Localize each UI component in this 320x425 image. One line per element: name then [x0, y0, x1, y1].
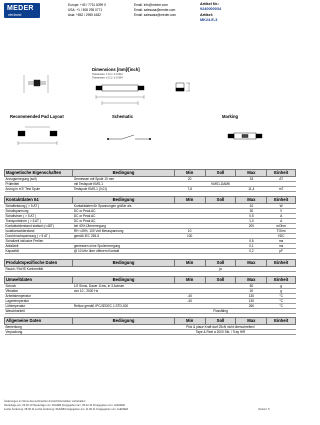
row-cond: bei 40% Übererregung: [73, 223, 174, 228]
row-label: Verpackung: [5, 329, 73, 334]
row-label: Schaltleistung ( > 5 AT ): [5, 203, 73, 208]
pad-layout-label: Recommended Pad Layout: [10, 114, 64, 119]
row-unit: VDC: [267, 233, 296, 238]
col-max: Max: [236, 197, 267, 204]
footer-modified: Letzte Änderung: 08.06.11 Letzte Änderung: RHUEB Freigegeben am: 11.06.11 Freigegeben von: LHEISER: [4, 407, 129, 411]
section-title: Kontaktdaten 04: [5, 197, 73, 204]
row-unit: A: [267, 213, 296, 218]
table-row: [5, 329, 296, 334]
dimensions-note-1: Tolerances: ± 0.1 / ± 0.004: [92, 73, 123, 76]
article-label: Artikel:: [200, 12, 214, 17]
row-soll: ja: [205, 266, 236, 271]
row-min: [174, 248, 205, 253]
row-cond: Kontaktdaten für Spannungen größer als: [73, 203, 174, 208]
col-min: Min: [174, 170, 205, 177]
row-min: 10: [174, 228, 205, 233]
row-unit: °C: [267, 293, 296, 298]
row-unit: [267, 329, 296, 334]
row-max: 20: [236, 288, 267, 293]
row-max: 260: [236, 303, 267, 308]
section-title: Magnetische Eigenschaften: [5, 170, 73, 177]
row-max: 10: [236, 203, 267, 208]
environmental-data-table: [4, 276, 296, 314]
row-label: Vibration: [5, 288, 73, 293]
row-label: Prüfmittel: [5, 181, 73, 186]
col-max: Max: [236, 260, 267, 267]
row-label: Isolationswiderstand: [5, 228, 73, 233]
row-cond: DC or Peak AC: [73, 208, 174, 213]
col-soll: Soll: [205, 197, 236, 204]
product-specific-table: [4, 259, 296, 272]
row-max: [236, 308, 267, 313]
col-unit: Einheit: [267, 260, 296, 267]
row-unit: AT: [267, 176, 296, 181]
magnetic-properties-table: [4, 169, 296, 192]
row-max: 130: [236, 293, 267, 298]
row-label: Löttemperatur: [5, 303, 73, 308]
row-unit: pF: [267, 248, 296, 253]
col-max: Max: [236, 170, 267, 177]
row-cond: [73, 329, 174, 334]
row-label: Kontaktwiderstand statisch (<48T): [5, 223, 73, 228]
row-soll: [205, 186, 236, 191]
row-cond: Gemessen mit Spule 10 mm: [73, 176, 174, 181]
col-unit: Einheit: [267, 277, 296, 284]
contact-data-table: [4, 196, 296, 254]
row-max: 200: [236, 223, 267, 228]
row-unit: A: [267, 218, 296, 223]
email-info: Email: info@meder.com: [134, 3, 168, 7]
col-soll: Soll: [205, 318, 236, 325]
row-label: Waschbarkeit: [5, 308, 73, 313]
row-max: 0,5: [236, 238, 267, 243]
row-cond: Testspule KMS-1 (0,01): [73, 186, 174, 191]
row-max: 130: [236, 298, 267, 303]
row-soll: KMS1-DAM5: [205, 181, 236, 186]
row-label: Anzug in mT/ Test Spule: [5, 186, 73, 191]
article-number-label: Artikel Nr.:: [200, 2, 220, 6]
schematic-label: Schematic: [112, 114, 133, 119]
row-unit: ms: [267, 238, 296, 243]
section-title: Allgemeine Daten: [5, 318, 73, 325]
row-soll: Pick & place Kraft darf 25cN nicht überschreiten!: [174, 324, 267, 329]
col-unit: Einheit: [267, 197, 296, 204]
table-row: [5, 248, 296, 253]
col-condition: Bedingung: [73, 170, 174, 177]
row-min: 20: [174, 176, 205, 181]
col-max: Max: [236, 318, 267, 325]
row-label: Rauch / RoHS Konformität: [5, 266, 73, 271]
row-min: [174, 266, 205, 271]
meder-logo: [4, 3, 40, 18]
article-info: [200, 2, 221, 24]
row-label: Anzugserregung (soll): [5, 176, 73, 181]
row-cond: von 10 - 2000 Hz: [73, 288, 174, 293]
contact-asia: Asia: +852 / 2955 1682: [68, 13, 101, 17]
contact-emails: [134, 3, 176, 18]
row-unit: [267, 308, 296, 313]
row-max: 0,1: [236, 243, 267, 248]
technical-drawing: [4, 63, 296, 167]
row-min: [174, 308, 205, 313]
row-soll: Flussfähig: [205, 308, 236, 313]
col-soll: Soll: [205, 260, 236, 267]
col-min: Min: [174, 260, 205, 267]
top-view-drawing: [96, 85, 144, 105]
col-condition: Bedingung: [73, 260, 174, 267]
row-min: -40: [174, 293, 205, 298]
row-label: Transportstrom ( > 5 AT ): [5, 218, 73, 223]
row-unit: g: [267, 288, 296, 293]
row-unit: °C: [267, 298, 296, 303]
row-max: 0,5: [236, 213, 267, 218]
row-unit: ms: [267, 243, 296, 248]
article-value: MK24-E-3: [200, 18, 218, 23]
row-max: 11,4: [236, 186, 267, 191]
section-title: Umweltdaten: [5, 277, 73, 284]
contact-usa: USA: +1 / 508 295 0771: [68, 8, 103, 12]
row-max: 1,0: [236, 218, 267, 223]
section-title: Produktspezifische Daten: [5, 260, 73, 267]
general-data-table: [4, 317, 296, 335]
contact-phones: [68, 3, 106, 18]
row-min: -40: [174, 298, 205, 303]
row-cond: Reflow gemäß IPC/JEDEC J-STD-020: [73, 303, 174, 308]
pad-layout-drawing: [18, 127, 57, 145]
row-cond: @ 10 kHz über offenem Kontakt: [73, 248, 174, 253]
footer-version: Version: 5: [258, 408, 270, 411]
row-cond: DC or Peak AC: [73, 218, 174, 223]
col-condition: Bedingung: [73, 318, 174, 325]
row-cond: RH <45%, 100 Volt Messspannung: [73, 228, 174, 233]
col-min: Min: [174, 197, 205, 204]
schematic-drawing: [107, 135, 151, 140]
row-label: Abfallzeit: [5, 243, 73, 248]
row-label: Bemerkung: [5, 324, 73, 329]
row-cond: 1/2 Sinus, Dauer 11ms, in 3 Achsen: [73, 283, 174, 288]
table-row: [5, 308, 296, 313]
row-label: Lagertemperatur: [5, 298, 73, 303]
dimensions-note-2: Toleranzen: ± 0.1 / ± 0.004: [92, 76, 123, 80]
row-label: Schaltstrom ( > 5 AT ): [5, 213, 73, 218]
table-row: [5, 266, 296, 271]
row-max: 50: [236, 283, 267, 288]
row-soll: Tape & Reel á 2000 Stk. / Tray HIR: [174, 329, 267, 334]
footer-created: Neuanlage am: 03.02.10 Neuanlage von: RHUEB Freigegeben am: 05.02.10 Freigegeben von: LHEISER: [4, 403, 125, 407]
col-condition: Bedingung: [73, 197, 174, 204]
row-max: 30: [236, 208, 267, 213]
table-row: [5, 186, 296, 191]
col-soll: Soll: [205, 170, 236, 177]
article-number-value: 9240000034: [200, 7, 222, 12]
col-condition: Bedingung: [73, 277, 174, 284]
row-soll: [205, 248, 236, 253]
row-label: Arbeitstemperatur: [5, 293, 73, 298]
logo-subtext: electronic: [8, 13, 22, 17]
row-cond: [73, 266, 174, 271]
contact-europe: Europe: +49 / 7731 8399 0: [68, 3, 106, 7]
row-unit: W: [267, 203, 296, 208]
email-usa: Email: salesusa@meder.com: [134, 8, 176, 12]
row-cond: mit Testspule KMS-1: [73, 181, 174, 186]
col-min: Min: [174, 318, 205, 325]
row-label: Durchbruchspannung ( > 5 AT ): [5, 233, 73, 238]
row-min: 7,8: [174, 186, 205, 191]
col-unit: Einheit: [267, 170, 296, 177]
col-unit: Einheit: [267, 318, 296, 325]
col-min: Min: [174, 277, 205, 284]
row-cond: DC or Peak AC: [73, 213, 174, 218]
footer-version-box: [258, 408, 270, 412]
row-unit: g: [267, 283, 296, 288]
side-view-drawing: [24, 75, 48, 93]
row-label: Schaltzeit inklusive Prellen: [5, 238, 73, 243]
row-label: Kapazität: [5, 248, 73, 253]
row-cond: gemessen ohne Spulenerregung: [73, 243, 174, 248]
document-footer: [4, 400, 128, 411]
row-label: Schock: [5, 283, 73, 288]
dimensions-title: Dimensions [mm]/[inch]: [92, 67, 140, 72]
row-unit: [267, 266, 296, 271]
row-cond: gemäß IEC 255-5: [73, 233, 174, 238]
row-unit: TOhm: [267, 228, 296, 233]
row-min: 100: [174, 233, 205, 238]
footer-disclaimer: Änderungen im Sinne des technischen Fortschritts bleiben vorbehalten: [4, 400, 86, 403]
row-cond: [73, 308, 174, 313]
end-view-drawing: [176, 83, 190, 91]
row-unit: mT: [267, 186, 296, 191]
row-label: Schaltspannung: [5, 208, 73, 213]
row-unit: mOhm: [267, 223, 296, 228]
row-max: 0,2: [236, 248, 267, 253]
row-unit: V: [267, 208, 296, 213]
email-asia: Email: salesasia@meder.com: [134, 13, 177, 17]
row-max: 33: [236, 176, 267, 181]
marking-label: Marking: [222, 114, 239, 119]
col-soll: Soll: [205, 277, 236, 284]
logo-text: MEDER: [7, 5, 34, 12]
row-max: [236, 266, 267, 271]
col-max: Max: [236, 277, 267, 284]
marking-drawing: [228, 133, 262, 139]
row-unit: °C: [267, 303, 296, 308]
